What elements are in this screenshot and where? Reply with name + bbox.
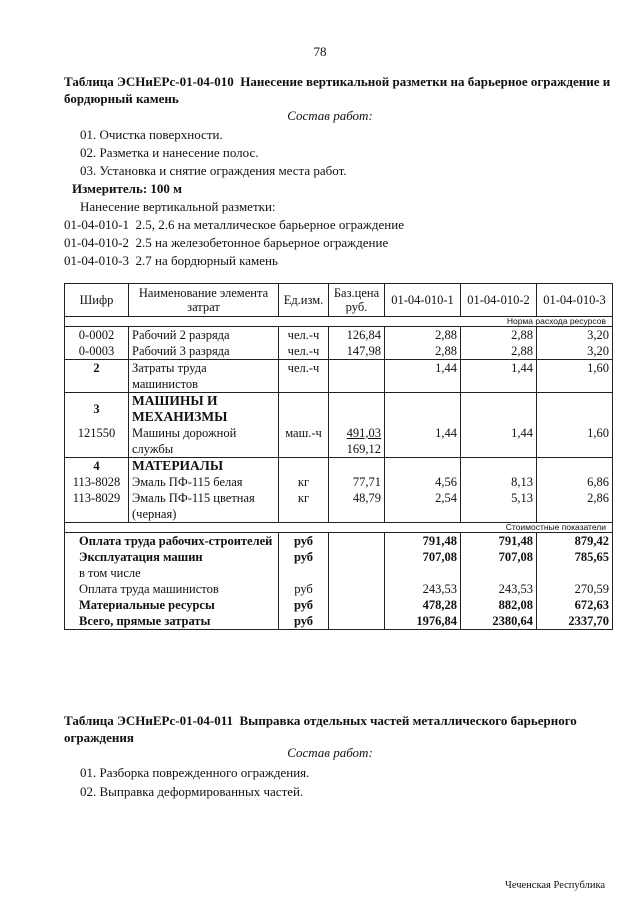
- header-unit: Ед.изм.: [279, 284, 329, 317]
- totals-value-1: 791,48: [385, 533, 461, 550]
- table-header-row: [65, 284, 613, 317]
- row-code: 113-8028: [65, 474, 129, 490]
- header-name: Наименование элемента затрат: [129, 284, 279, 317]
- row-name: Машины дорожной службы: [129, 425, 279, 458]
- totals-unit: руб: [279, 549, 329, 581]
- table1-title-text: Нанесение вертикальной разметки на барьерное ограждение и бордюрный камень: [64, 74, 611, 106]
- totals-value-1: 478,28: [385, 597, 461, 613]
- table2-work-2: 02. Выправка деформированных частей.: [80, 784, 304, 799]
- totals-name: Оплата труда рабочих-строителей: [65, 533, 279, 550]
- row-code: 3: [65, 393, 129, 426]
- row-value-1: 2,54: [385, 490, 461, 523]
- row-value-2: 1,44: [461, 425, 537, 458]
- header-col1: 01-04-010-1: [385, 284, 461, 317]
- row-value-2: 2,88: [461, 327, 537, 344]
- header-col2: 01-04-010-2: [461, 284, 537, 317]
- totals-row: [65, 581, 613, 597]
- table-row: [65, 343, 613, 360]
- price-top: 491,03: [346, 426, 381, 440]
- row-value-1: 2,88: [385, 343, 461, 360]
- table-row: [65, 425, 613, 458]
- row-value-1: 1,44: [385, 360, 461, 393]
- header-code: Шифр: [65, 284, 129, 317]
- totals-value-3: 785,65: [537, 549, 613, 581]
- row-value-1: 1,44: [385, 425, 461, 458]
- totals-name: [65, 549, 279, 581]
- row-price: 147,98: [329, 343, 385, 360]
- row-code: 113-8029: [65, 490, 129, 523]
- totals-value-2: 2380,64: [461, 613, 537, 630]
- table1-work-2: 02. Разметка и нанесение полос.: [80, 145, 259, 160]
- row-price: [329, 425, 385, 458]
- header-price: Баз.цена руб.: [329, 284, 385, 317]
- table1-measure: Измеритель: 100 м: [72, 181, 183, 196]
- price-bottom: 169,12: [346, 442, 381, 456]
- variant-code: 01-04-010-2: [64, 235, 129, 250]
- row-unit: кг: [279, 490, 329, 523]
- row-code: 0-0003: [65, 343, 129, 360]
- row-value-3: 1,60: [537, 425, 613, 458]
- totals-name: Материальные ресурсы: [65, 597, 279, 613]
- row-value-3: 3,20: [537, 327, 613, 344]
- table2-title-code: Таблица ЭСНиЕРс-01-04-011: [64, 713, 234, 728]
- table-row-materials-heading: [65, 458, 613, 475]
- resource-table: [64, 283, 613, 630]
- row-value-2: 5,13: [461, 490, 537, 523]
- row-value-2: 8,13: [461, 474, 537, 490]
- band-costs-label: Стоимостные показатели: [65, 523, 613, 533]
- totals-unit: руб: [279, 597, 329, 613]
- table1-composition-heading: Состав работ:: [287, 108, 373, 123]
- row-value-3: 1,60: [537, 360, 613, 393]
- totals-value-3: 672,63: [537, 597, 613, 613]
- row-price: 77,71: [329, 474, 385, 490]
- table1-work-3: 03. Установка и снятие ограждения места работ.: [80, 163, 347, 178]
- row-value-1: 2,88: [385, 327, 461, 344]
- totals-value-2: 243,53: [461, 581, 537, 597]
- table1-title-code: Таблица ЭСНиЕРс-01-04-010: [64, 74, 234, 89]
- totals-unit: руб: [279, 533, 329, 550]
- totals-value-1: 243,53: [385, 581, 461, 597]
- row-price: [329, 360, 385, 393]
- page-number: 78: [313, 44, 327, 59]
- variant-2: [64, 234, 388, 251]
- band-costs: [65, 523, 613, 533]
- totals-value-2: 791,48: [461, 533, 537, 550]
- row-code: 0-0002: [65, 327, 129, 344]
- totals-value-2: 707,08: [461, 549, 537, 581]
- table1-work-1: 01. Очистка поверхности.: [80, 127, 223, 142]
- variant-text: 2.5 на железобетонное барьерное ограждение: [135, 235, 389, 250]
- totals-row: [65, 549, 613, 581]
- row-name: Эмаль ПФ-115 цветная (черная): [129, 490, 279, 523]
- totals-name-sub: в том числе: [79, 566, 141, 580]
- row-name: Эмаль ПФ-115 белая: [129, 474, 279, 490]
- table2-composition-heading: Состав работ:: [287, 745, 373, 760]
- table-row: [65, 360, 613, 393]
- totals-unit: руб: [279, 581, 329, 597]
- table-row-machines-heading: [65, 393, 613, 426]
- row-value-3: 3,20: [537, 343, 613, 360]
- row-unit: кг: [279, 474, 329, 490]
- variant-text: 2.5, 2.6 на металлическое барьерное ограждение: [135, 217, 404, 232]
- row-value-2: 1,44: [461, 360, 537, 393]
- row-unit: чел.-ч: [279, 343, 329, 360]
- table2-work-1: 01. Разборка поврежденного ограждения.: [80, 765, 310, 780]
- row-value-3: 6,86: [537, 474, 613, 490]
- row-code: 121550: [65, 425, 129, 458]
- totals-name-main: Эксплуатация машин: [79, 550, 203, 564]
- variant-code: 01-04-010-1: [64, 217, 129, 232]
- totals-value-3: 879,42: [537, 533, 613, 550]
- totals-value-3: 270,59: [537, 581, 613, 597]
- table2-title: [64, 712, 614, 746]
- section-heading: МАТЕРИАЛЫ: [129, 458, 279, 475]
- totals-row: [65, 533, 613, 550]
- row-value-3: 2,86: [537, 490, 613, 523]
- table1-subhead: Нанесение вертикальной разметки:: [80, 199, 276, 214]
- totals-name: Всего, прямые затраты: [65, 613, 279, 630]
- table-row: [65, 490, 613, 523]
- totals-row: [65, 613, 613, 630]
- page-footer: Чеченская Республика: [505, 880, 606, 891]
- row-name: Рабочий 3 разряда: [129, 343, 279, 360]
- row-unit: маш.-ч: [279, 425, 329, 458]
- variant-text: 2.7 на бордюрный камень: [135, 253, 278, 268]
- row-value-1: 4,56: [385, 474, 461, 490]
- section-heading: МАШИНЫ И МЕХАНИЗМЫ: [129, 393, 279, 426]
- totals-unit: руб: [279, 613, 329, 630]
- row-code: 2: [65, 360, 129, 393]
- row-value-2: 2,88: [461, 343, 537, 360]
- row-unit: чел.-ч: [279, 327, 329, 344]
- variant-3: [64, 252, 278, 269]
- header-col3: 01-04-010-3: [537, 284, 613, 317]
- row-name: Рабочий 2 разряда: [129, 327, 279, 344]
- totals-value-1: 1976,84: [385, 613, 461, 630]
- totals-row: [65, 597, 613, 613]
- row-price: 126,84: [329, 327, 385, 344]
- table-row: [65, 327, 613, 344]
- row-name: Затраты труда машинистов: [129, 360, 279, 393]
- variant-1: [64, 216, 404, 233]
- band-norms: [65, 317, 613, 327]
- table2-title-text: Выправка отдельных частей металлического барьерного ограждения: [64, 713, 577, 745]
- table1-title: [64, 73, 614, 107]
- totals-name: Оплата труда машинистов: [65, 581, 279, 597]
- band-norms-label: Норма расхода ресурсов: [65, 317, 613, 327]
- table-row: [65, 474, 613, 490]
- row-price: 48,79: [329, 490, 385, 523]
- row-code: 4: [65, 458, 129, 475]
- totals-value-1: 707,08: [385, 549, 461, 581]
- variant-code: 01-04-010-3: [64, 253, 129, 268]
- totals-value-3: 2337,70: [537, 613, 613, 630]
- row-unit: чел.-ч: [279, 360, 329, 393]
- totals-value-2: 882,08: [461, 597, 537, 613]
